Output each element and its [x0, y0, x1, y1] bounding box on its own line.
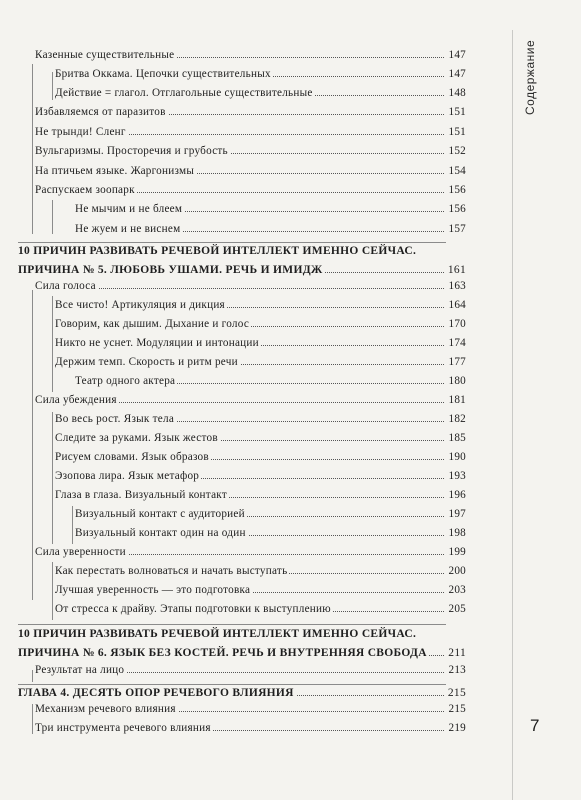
toc-entry[interactable] [55, 87, 466, 99]
reason5-heading-line2[interactable] [18, 264, 466, 276]
entry-title: Казенные существительные [35, 49, 175, 61]
reason6-heading-line1[interactable] [18, 628, 418, 640]
entry-title: Три инструмента речевого влияния [35, 722, 211, 734]
entry-title: Как перестать волноваться и начать выступать [55, 565, 288, 577]
toc-entry[interactable] [75, 508, 466, 520]
heading-text: 10 ПРИЧИН РАЗВИВАТЬ РЕЧЕВОЙ ИНТЕЛЛЕКТ ИМЕННО СЕЙЧАС. [18, 628, 417, 640]
entry-page: 147 [448, 49, 466, 61]
outline-bracket [32, 290, 33, 600]
toc-entry[interactable] [35, 126, 466, 138]
toc-entry[interactable] [35, 145, 466, 157]
toc-entry[interactable] [35, 106, 466, 118]
entry-title: Театр одного актера [75, 375, 176, 387]
entry-title: Не трынди! Сленг [35, 126, 126, 138]
entry-title: Никто не уснет. Модуляции и интонации [55, 337, 259, 349]
outline-bracket [52, 200, 53, 234]
heading-text: ГЛАВА 4. ДЕСЯТЬ ОПОР РЕЧЕВОГО ВЛИЯНИЯ [18, 687, 294, 699]
toc-entry[interactable] [35, 184, 466, 196]
entry-page: 193 [448, 470, 466, 482]
heading-page: 215 [447, 687, 466, 699]
entry-page: 148 [448, 87, 466, 99]
toc-entry[interactable] [35, 664, 466, 676]
entry-title: Следите за руками. Язык жестов [55, 432, 218, 444]
entry-title: Сила убеждения [35, 394, 117, 406]
entry-title: Рисуем словами. Язык образов [55, 451, 209, 463]
heading-text: ПРИЧИНА № 6. ЯЗЫК БЕЗ КОСТЕЙ. РЕЧЬ И ВНУТРЕННЯЯ СВОБОДА [18, 647, 427, 659]
entry-title: Бритва Оккама. Цепочки существительных [55, 68, 271, 80]
entry-page: 180 [448, 375, 466, 387]
running-header: Содержание [523, 40, 537, 116]
entry-page: 203 [448, 584, 466, 596]
toc-entry[interactable] [35, 722, 466, 734]
entry-title: Во весь рост. Язык тела [55, 413, 175, 425]
entry-page: 181 [448, 394, 466, 406]
entry-page: 164 [448, 299, 466, 311]
entry-page: 205 [448, 603, 466, 615]
toc-entry[interactable] [35, 165, 466, 177]
entry-title: Действие = глагол. Отглагольные существительные [55, 87, 313, 99]
toc-entry[interactable] [55, 584, 466, 596]
toc-entry[interactable] [75, 527, 466, 539]
entry-title: Механизм речевого влияния [35, 703, 176, 715]
entry-title: От стресса к драйву. Этапы подготовки к выступлению [55, 603, 331, 615]
toc-entry[interactable] [55, 68, 466, 80]
entry-title: Держим темп. Скорость и ритм речи [55, 356, 238, 368]
entry-page: 170 [448, 318, 466, 330]
toc-entry[interactable] [75, 203, 466, 215]
entry-title: Визуальный контакт с аудиторией [75, 508, 245, 520]
entry-title: Сила голоса [35, 280, 96, 292]
outline-bracket [72, 506, 73, 544]
page-number: 7 [530, 716, 540, 735]
entry-page: 197 [448, 508, 466, 520]
entry-page: 219 [448, 722, 466, 734]
entry-title: Говорим, как дышим. Дыхание и голос [55, 318, 250, 330]
entry-page: 190 [448, 451, 466, 463]
entry-title: Лучшая уверенность — это подготовка [55, 584, 251, 596]
entry-page: 154 [448, 165, 466, 177]
outline-bracket [32, 670, 33, 682]
entry-title: Эзопова лира. Язык метафор [55, 470, 200, 482]
toc-entry[interactable] [55, 337, 466, 349]
entry-title: Глаза в глаза. Визуальный контакт [55, 489, 227, 501]
toc-entry[interactable] [75, 375, 466, 387]
entry-page: 177 [448, 356, 466, 368]
section-rule [18, 624, 446, 625]
entry-page: 152 [448, 145, 466, 157]
toc-entry[interactable] [55, 356, 466, 368]
toc-entry[interactable] [75, 223, 466, 235]
entry-page: 163 [448, 280, 466, 292]
margin-rule [512, 30, 513, 800]
toc-entry[interactable] [55, 603, 466, 615]
chapter4-heading[interactable] [18, 687, 466, 699]
entry-page: 185 [448, 432, 466, 444]
heading-page: 161 [447, 264, 466, 276]
entry-page: 198 [448, 527, 466, 539]
reason6-heading-line2[interactable] [18, 647, 466, 659]
toc-entry[interactable] [55, 565, 466, 577]
reason5-heading-line1[interactable] [18, 245, 418, 257]
entry-page: 147 [448, 68, 466, 80]
entry-title: Результат на лицо [35, 664, 125, 676]
toc-entry[interactable] [35, 49, 466, 61]
entry-page: 174 [448, 337, 466, 349]
entry-page: 200 [448, 565, 466, 577]
entry-title: Не жуем и не виснем [75, 223, 181, 235]
toc-entry[interactable] [55, 451, 466, 463]
entry-page: 151 [448, 126, 466, 138]
outline-bracket [32, 64, 33, 234]
entry-title: Сила уверенности [35, 546, 126, 558]
toc-entry[interactable] [55, 299, 466, 311]
entry-title: Все чисто! Артикуляция и дикция [55, 299, 225, 311]
entry-page: 182 [448, 413, 466, 425]
toc-entry[interactable] [55, 413, 466, 425]
entry-page: 156 [448, 203, 466, 215]
entry-page: 213 [448, 664, 466, 676]
toc-entry[interactable] [55, 489, 466, 501]
section-rule [18, 684, 446, 685]
entry-title: Не мычим и не блеем [75, 203, 183, 215]
outline-bracket [52, 296, 53, 392]
entry-title: Вульгаризмы. Просторечия и грубость [35, 145, 228, 157]
entry-page: 196 [448, 489, 466, 501]
entry-page: 199 [448, 546, 466, 558]
entry-title: На птичьем языке. Жаргонизмы [35, 165, 195, 177]
toc-entry[interactable] [35, 394, 466, 406]
section-rule [18, 242, 446, 243]
entry-title: Визуальный контакт один на один [75, 527, 246, 539]
outline-bracket [32, 704, 33, 734]
entry-page: 157 [448, 223, 466, 235]
heading-text: 10 ПРИЧИН РАЗВИВАТЬ РЕЧЕВОЙ ИНТЕЛЛЕКТ ИМЕННО СЕЙЧАС. [18, 245, 417, 257]
entry-title: Избавляемся от паразитов [35, 106, 166, 118]
entry-page: 156 [448, 184, 466, 196]
toc-entry[interactable] [35, 703, 466, 715]
outline-bracket [52, 72, 53, 100]
outline-bracket [52, 412, 53, 544]
outline-bracket [52, 562, 53, 620]
entry-title: Распускаем зоопарк [35, 184, 135, 196]
entry-page: 215 [448, 703, 466, 715]
toc-entry[interactable] [35, 546, 466, 558]
toc-entry[interactable] [55, 318, 466, 330]
toc-entry[interactable] [55, 432, 466, 444]
toc-entry[interactable] [35, 280, 466, 292]
entry-page: 151 [448, 106, 466, 118]
heading-page: 211 [448, 647, 466, 659]
toc-entry[interactable] [55, 470, 466, 482]
heading-text: ПРИЧИНА № 5. ЛЮБОВЬ УШАМИ. РЕЧЬ И ИМИДЖ [18, 264, 323, 276]
